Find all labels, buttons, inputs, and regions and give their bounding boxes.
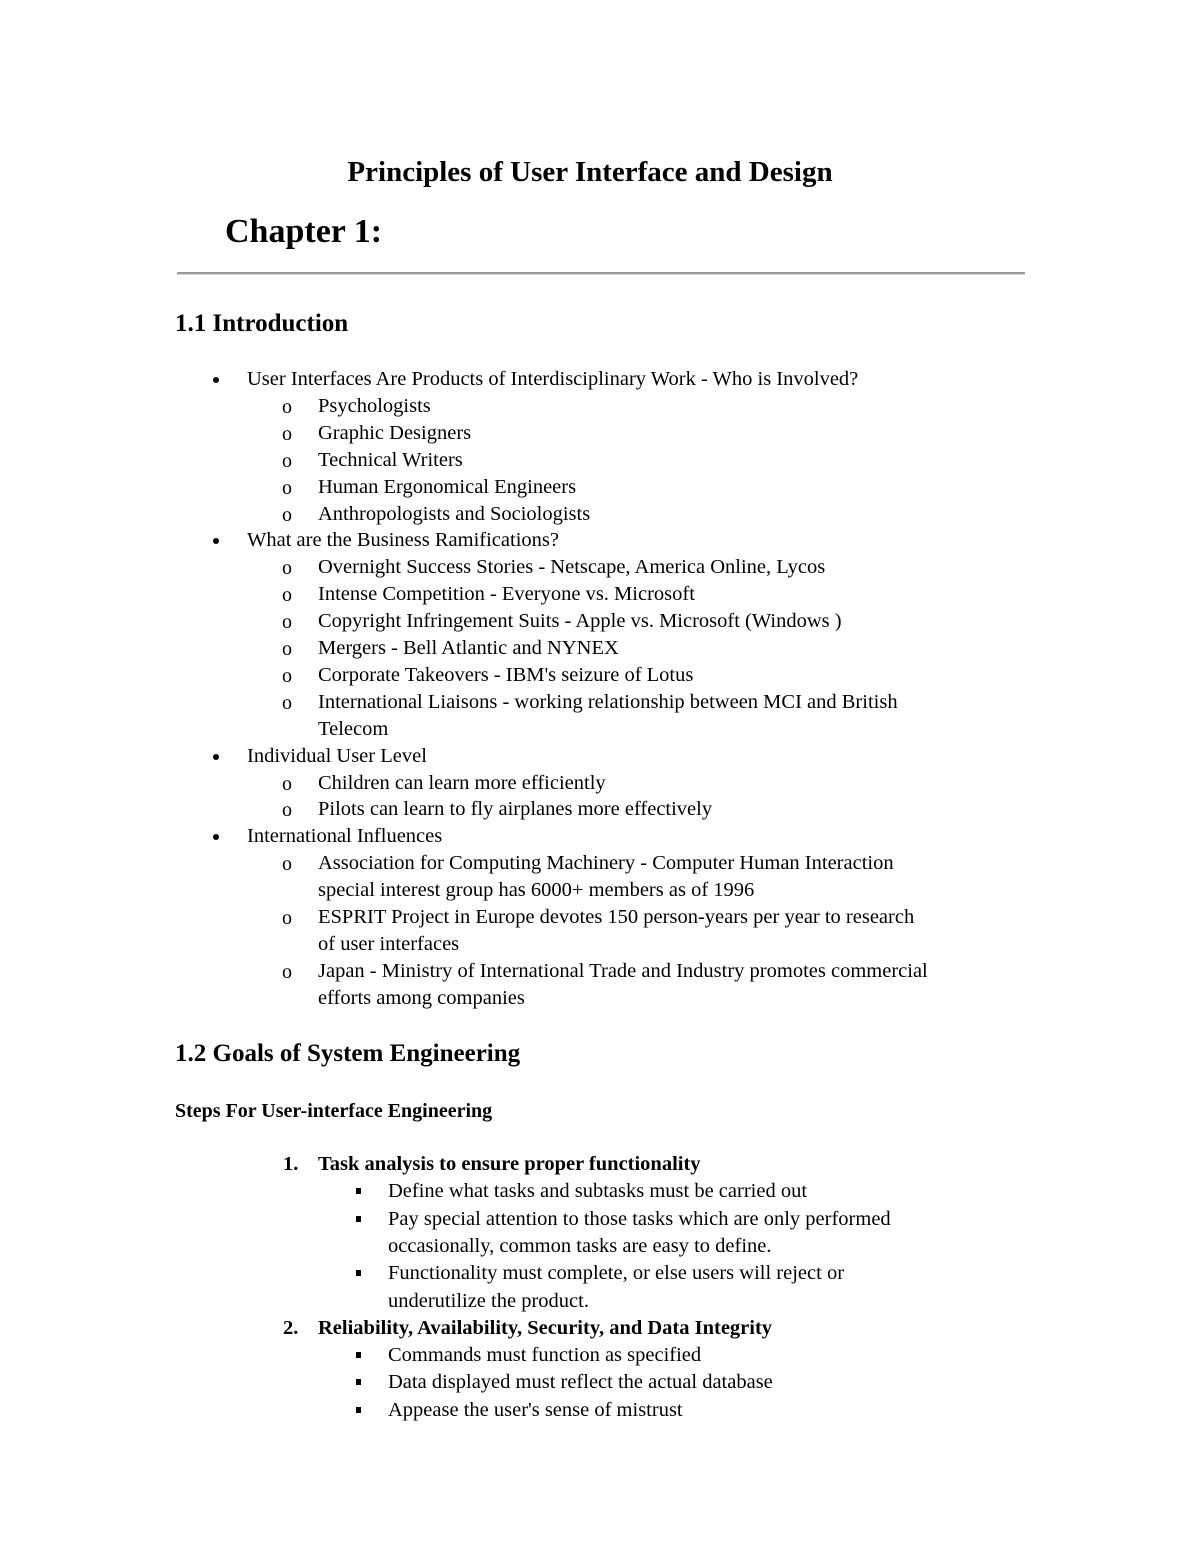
circle-bullet-icon: o xyxy=(282,449,292,472)
circle-bullet-icon: o xyxy=(282,664,292,687)
circle-bullet-icon: o xyxy=(282,638,292,660)
circle-bullet-icon: o xyxy=(282,907,292,929)
bullet-item: International Influences xyxy=(247,825,443,848)
sub-bullet-item: Psychologists xyxy=(318,394,431,417)
step-detail-item: Commands must function as specified xyxy=(388,1344,702,1367)
square-bullet-icon xyxy=(356,1188,361,1194)
document-title: Principles of User Interface and Design xyxy=(347,156,833,188)
step-title: Task analysis to ensure proper functionality xyxy=(318,1153,701,1175)
sub-bullet-item: Overnight Success Stories - Netscape, America Online, Lycos xyxy=(318,556,826,579)
circle-bullet-icon: o xyxy=(282,853,292,876)
sub-bullet-item: International Liaisons - working relationship between MCI and British xyxy=(318,690,898,713)
bullet-dot-icon xyxy=(213,754,219,760)
step-detail-item: Functionality must complete, or else users will reject or xyxy=(388,1262,845,1285)
bullet-dot-icon xyxy=(213,538,219,544)
square-bullet-icon xyxy=(356,1352,361,1358)
circle-bullet-icon: o xyxy=(282,611,292,634)
sub-bullet-item: of user interfaces xyxy=(318,932,460,955)
step-detail-item: Define what tasks and subtasks must be carried out xyxy=(388,1180,808,1203)
circle-bullet-icon: o xyxy=(282,503,292,526)
step-title: Reliability, Availability, Security, and Data Integrity xyxy=(318,1316,773,1339)
circle-bullet-icon: o xyxy=(282,772,292,795)
circle-bullet-icon: o xyxy=(282,584,292,607)
sub-bullet-item: Mergers - Bell Atlantic and NYNEX xyxy=(318,637,619,659)
square-bullet-icon xyxy=(356,1379,361,1385)
subsection-heading-steps: Steps For User-interface Engineering xyxy=(175,1100,493,1122)
section-heading-goals: 1.2 Goals of System Engineering xyxy=(175,1040,521,1067)
sub-bullet-item: Copyright Infringement Suits - Apple vs. Microsoft (Windows ) xyxy=(318,610,842,633)
sub-bullet-item: Japan - Ministry of International Trade and Industry promotes commercial xyxy=(318,959,928,982)
circle-bullet-icon: o xyxy=(282,422,292,445)
sub-bullet-item: Corporate Takeovers - IBM's seizure of Lotus xyxy=(318,663,694,686)
step-detail-item: Appease the user's sense of mistrust xyxy=(388,1398,683,1421)
square-bullet-icon xyxy=(356,1216,361,1222)
bullet-dot-icon xyxy=(213,834,219,840)
sub-bullet-item: Telecom xyxy=(318,717,389,740)
step-detail-item: Data displayed must reflect the actual database xyxy=(388,1371,773,1394)
step-number: 1. xyxy=(283,1153,299,1175)
sub-bullet-item: efforts among companies xyxy=(318,986,525,1009)
sub-bullet-item: Anthropologists and Sociologists xyxy=(318,502,591,525)
sub-bullet-item: Technical Writers xyxy=(318,448,463,471)
step-detail-item: underutilize the product. xyxy=(388,1289,589,1312)
step-number: 2. xyxy=(283,1316,299,1339)
sub-bullet-item: Graphic Designers xyxy=(318,421,472,444)
bullet-item: User Interfaces Are Products of Interdisciplinary Work - Who is Involved? xyxy=(247,368,859,390)
sub-bullet-item: ESPRIT Project in Europe devotes 150 person-years per year to research xyxy=(318,906,915,928)
section-heading-introduction: 1.1 Introduction xyxy=(175,310,349,337)
step-detail-item: Pay special attention to those tasks which are only performed xyxy=(388,1207,891,1230)
bullet-item: Individual User Level xyxy=(247,744,427,767)
chapter-heading: Chapter 1: xyxy=(225,213,383,250)
square-bullet-icon xyxy=(356,1270,361,1276)
horizontal-rule xyxy=(177,272,1025,275)
sub-bullet-item: special interest group has 6000+ members as of 1996 xyxy=(318,879,755,902)
step-detail-item: occasionally, common tasks are easy to define. xyxy=(388,1234,772,1257)
bullet-item: What are the Business Ramifications? xyxy=(247,529,559,552)
sub-bullet-item: Human Ergonomical Engineers xyxy=(318,475,577,498)
circle-bullet-icon: o xyxy=(282,395,292,418)
sub-bullet-item: Intense Competition - Everyone vs. Microsoft xyxy=(318,583,695,606)
sub-bullet-item: Children can learn more efficiently xyxy=(318,771,606,794)
circle-bullet-icon: o xyxy=(282,691,292,714)
square-bullet-icon xyxy=(356,1407,361,1413)
circle-bullet-icon: o xyxy=(282,799,292,822)
circle-bullet-icon: o xyxy=(282,557,292,580)
circle-bullet-icon: o xyxy=(282,960,292,983)
sub-bullet-item: Association for Computing Machinery - Computer Human Interaction xyxy=(318,852,894,875)
circle-bullet-icon: o xyxy=(282,476,292,499)
bullet-dot-icon xyxy=(213,377,219,383)
sub-bullet-item: Pilots can learn to fly airplanes more effectively xyxy=(318,798,713,821)
